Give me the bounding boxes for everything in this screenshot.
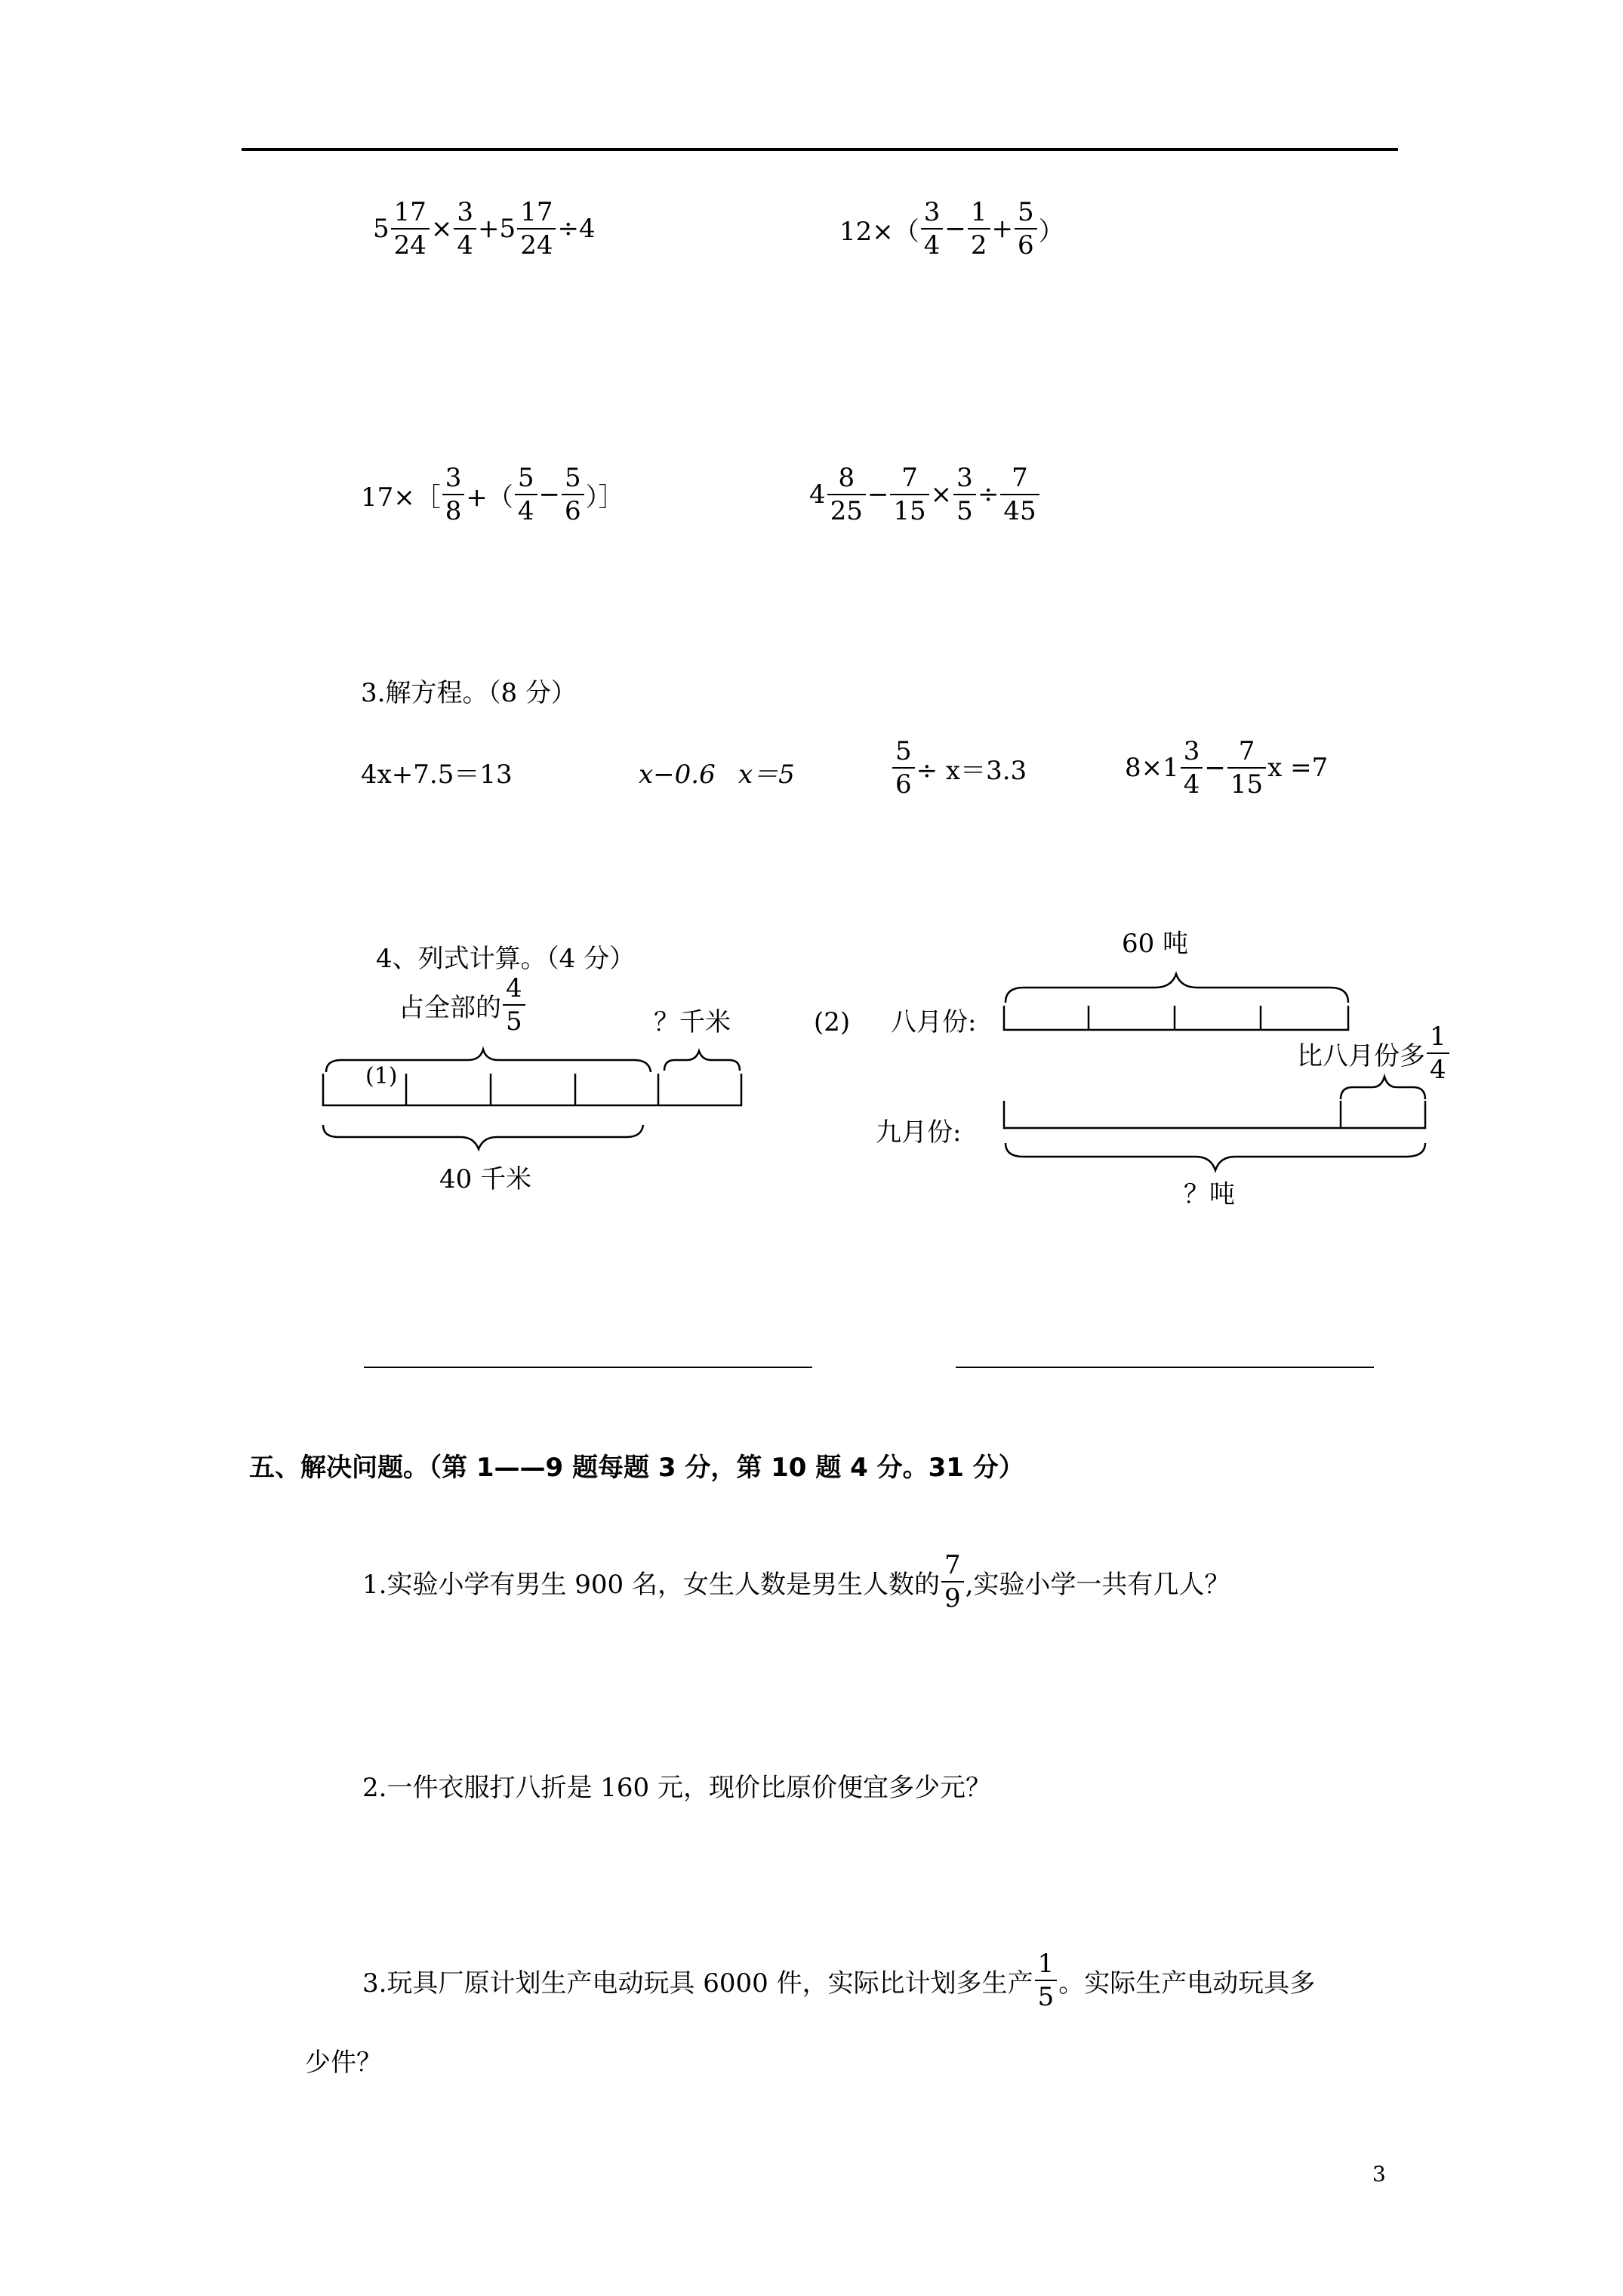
fraction: $\frac{7}{15}$ xyxy=(1227,738,1266,797)
problem-text: ,实验小学一共有几人？ xyxy=(965,1569,1230,1600)
diagram-2-top-brace xyxy=(1006,974,1348,1003)
fraction: 3 4 xyxy=(921,199,944,258)
equation-tail: x =7 xyxy=(1267,753,1329,783)
diagram-1-bar xyxy=(323,1074,741,1105)
operator: − xyxy=(867,479,889,510)
answer-line-1 xyxy=(364,1367,812,1368)
diagram-2-august-label: 八月份: xyxy=(891,1007,977,1037)
operator: × xyxy=(430,214,453,244)
diagram-1-question: ？千米 xyxy=(654,1007,731,1037)
fraction: $\frac{5}{6}$ xyxy=(1015,199,1037,258)
fraction: 1 4 xyxy=(1427,1024,1449,1083)
expr-close: ） xyxy=(1038,216,1064,247)
diagram-1-small-brace xyxy=(664,1051,740,1071)
equation-1: 4x+7.5＝13 xyxy=(361,760,513,790)
fraction: 1 5 xyxy=(1035,1951,1058,2010)
diagram-2-september-bar xyxy=(1004,1101,1425,1128)
problem-text: 。实际生产电动玩具多 xyxy=(1058,1968,1316,1999)
expr-tail: ÷4 xyxy=(557,214,596,244)
fraction: $\frac{17}{24}$ xyxy=(517,199,556,258)
diagram-2-small-brace xyxy=(1341,1077,1425,1099)
diagram-2-question: ？吨 xyxy=(1184,1179,1235,1210)
expr-whole: 4 xyxy=(809,479,826,510)
fraction: $\frac{7}{45}$ xyxy=(1000,465,1039,524)
diagram-2-bottom-brace xyxy=(1006,1143,1425,1170)
operator: + xyxy=(991,214,1014,244)
section-5-title: 五、解决问题。（第 1——9 题每题 3 分，第 10 题 4 分。31 分） xyxy=(249,1453,1024,1483)
diagram-1-bottom-brace xyxy=(323,1125,643,1149)
expr-whole: 5 xyxy=(373,214,390,244)
problem-2: 2.一件衣服打八折是 160 元，现价比原价便宜多少元？ xyxy=(362,1773,991,1803)
fraction: 8 25 xyxy=(827,465,866,524)
fraction: 3 8 xyxy=(442,465,465,524)
fraction: $\frac{5}{6}$ xyxy=(892,738,915,797)
section-4-title: 4、列式计算。（4 分） xyxy=(376,944,636,974)
operator: × xyxy=(930,479,953,510)
fraction: $\frac{3}{5}$ xyxy=(953,465,976,524)
diagram-1-top-brace xyxy=(326,1049,651,1072)
diagram-2-august-bar xyxy=(1004,1006,1348,1030)
expr-lead: 12×（ xyxy=(839,216,919,247)
problem-3-continued: 少件？ xyxy=(305,2048,382,2078)
expr-lead: 17×［ xyxy=(361,482,441,513)
problem-text: 1.实验小学有男生 900 名，女生人数是男生人数的 xyxy=(362,1569,940,1600)
problem-text: 3.玩具厂原计划生产电动玩具 6000 件，实际比计划多生产 xyxy=(362,1968,1033,1999)
label-text: 比八月份多 xyxy=(1297,1040,1425,1071)
fraction: $\frac{5}{6}$ xyxy=(562,465,584,524)
fraction: 7 9 xyxy=(941,1552,964,1611)
operator: +（ xyxy=(466,482,513,513)
expr-whole: 5 xyxy=(499,214,516,244)
fraction: $\frac{7}{15}$ xyxy=(890,465,929,524)
equation-2b: x＝5 xyxy=(738,760,795,790)
fraction: $\frac{3}{4}$ xyxy=(454,199,476,258)
diagram-2-top-label: 60 吨 xyxy=(1122,929,1189,959)
equation-2a: x−0.6 xyxy=(639,760,716,790)
operator: ÷ xyxy=(977,479,999,510)
equation-lead: 8×1 xyxy=(1125,753,1179,783)
fraction: $\frac{1}{2}$ xyxy=(968,199,990,258)
problem-3 xyxy=(362,1951,1315,2010)
diagram-1-bottom-label: 40 千米 xyxy=(439,1164,532,1194)
expr-close: ）］ xyxy=(585,482,624,513)
label-text: 占全部的 xyxy=(399,992,501,1023)
operator: − xyxy=(1204,753,1226,783)
fraction: $\frac{17}{24}$ xyxy=(391,199,430,258)
diagram-1-number: (1) xyxy=(365,1063,398,1089)
page-number: 3 xyxy=(1372,2162,1386,2187)
problem-1 xyxy=(362,1552,1230,1611)
operator: − xyxy=(538,479,561,510)
answer-line-2 xyxy=(956,1367,1374,1368)
diagram-2-number: (2) xyxy=(814,1007,851,1037)
operator: + xyxy=(478,214,500,244)
fraction: 5 4 xyxy=(515,465,537,524)
section-3-title: 3.解方程。（8 分） xyxy=(361,678,577,708)
equation-rest: ÷ x＝3.3 xyxy=(916,755,1027,786)
diagram-2-september-label: 九月份: xyxy=(876,1117,962,1148)
operator: − xyxy=(944,214,966,244)
fraction: 4 5 xyxy=(503,975,525,1034)
fraction: 3 4 xyxy=(1181,738,1203,797)
